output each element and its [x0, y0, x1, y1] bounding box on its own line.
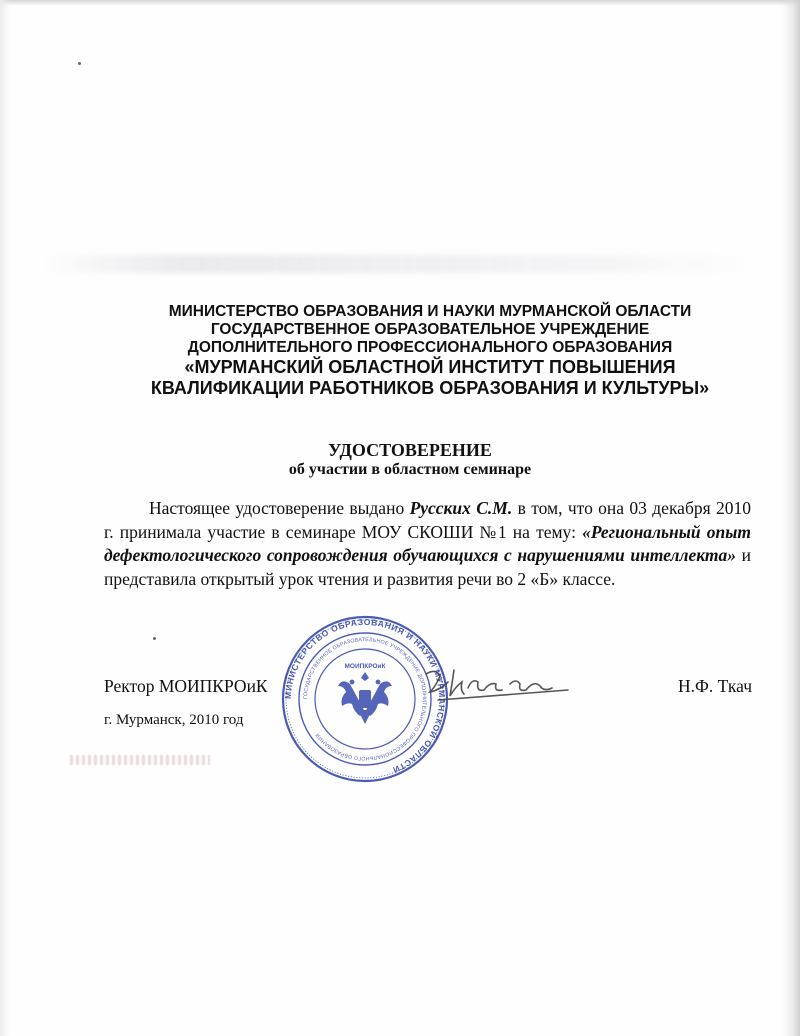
- institute-name-line2: КВАЛИФИКАЦИИ РАБОТНИКОВ ОБРАЗОВАНИЯ И КУЛЬТУРЫ»: [150, 378, 710, 398]
- body-text-part2: в том, что она 03 декабря 2010 г. принимала участие в семинаре МОУ СКОШИ №1 на тему:: [104, 498, 752, 542]
- seal-inner-text: ГОСУДАРСТВЕННОЕ ОБРАЗОВАТЕЛЬНОЕ УЧРЕЖДЕНИЕ ДОПОЛНИТЕЛЬНОГО ПРОФЕССИОНАЛЬНОГО ОБРАЗОВАНИЯ: [302, 636, 428, 762]
- document-subtitle: об участии в областном семинаре: [288, 461, 532, 478]
- document-title-block: [180, 440, 640, 480]
- handwritten-signature-icon: [420, 664, 590, 710]
- institute-name-line1: «МУРМАНСКИЙ ОБЛАСТНОЙ ИНСТИТУТ ПОВЫШЕНИЯ: [184, 357, 676, 377]
- institution-type-line: ГОСУДАРСТВЕННОЕ ОБРАЗОВАТЕЛЬНОЕ УЧРЕЖДЕНИЕ: [210, 321, 650, 338]
- document-title: УДОСТОВЕРЕНИЕ: [328, 440, 492, 460]
- education-type-line: ДОПОЛНИТЕЛЬНОГО ПРОФЕССИОНАЛЬНОГО ОБРАЗОВАНИЯ: [187, 339, 673, 356]
- place-and-date: г. Мурманск, 2010 год: [104, 712, 244, 728]
- eagle-emblem-icon: [338, 672, 392, 724]
- scan-smudge: [40, 255, 760, 273]
- scan-edge-right: [782, 0, 800, 1036]
- speck: [153, 637, 156, 640]
- seal-outer-text: МИНИСТЕРСТВО ОБРАЗОВАНИЯ И НАУКИ МУРМАНСКОЙ ОБЛАСТИ: [282, 616, 448, 776]
- scan-edge-left: [0, 0, 10, 1036]
- seal-center-text: МОИПКРОиК: [344, 663, 386, 670]
- signatory-name: Н.Ф. Ткач: [678, 676, 752, 696]
- scan-edge: [0, 0, 800, 6]
- certificate-body: [104, 497, 751, 591]
- body-text-part3: и представила открытый урок чтения и развития речи во 2 «Б» классе.: [104, 545, 751, 589]
- document-header: [100, 303, 760, 399]
- speck: [78, 62, 81, 65]
- ministry-line: МИНИСТЕРСТВО ОБРАЗОВАНИЯ И НАУКИ МУРМАНСКОЙ ОБЛАСТИ: [168, 303, 692, 320]
- ink-bleed: [70, 755, 210, 765]
- body-text-part1: Настоящее удостоверение выдано: [149, 498, 410, 518]
- recipient-name: Русских С.М.: [409, 498, 513, 518]
- signatory-position: Ректор МОИПКРОиК: [104, 676, 268, 696]
- seminar-topic: «Региональный опыт дефектологического сопровождения обучающихся с нарушениями интеллекта»: [104, 521, 751, 565]
